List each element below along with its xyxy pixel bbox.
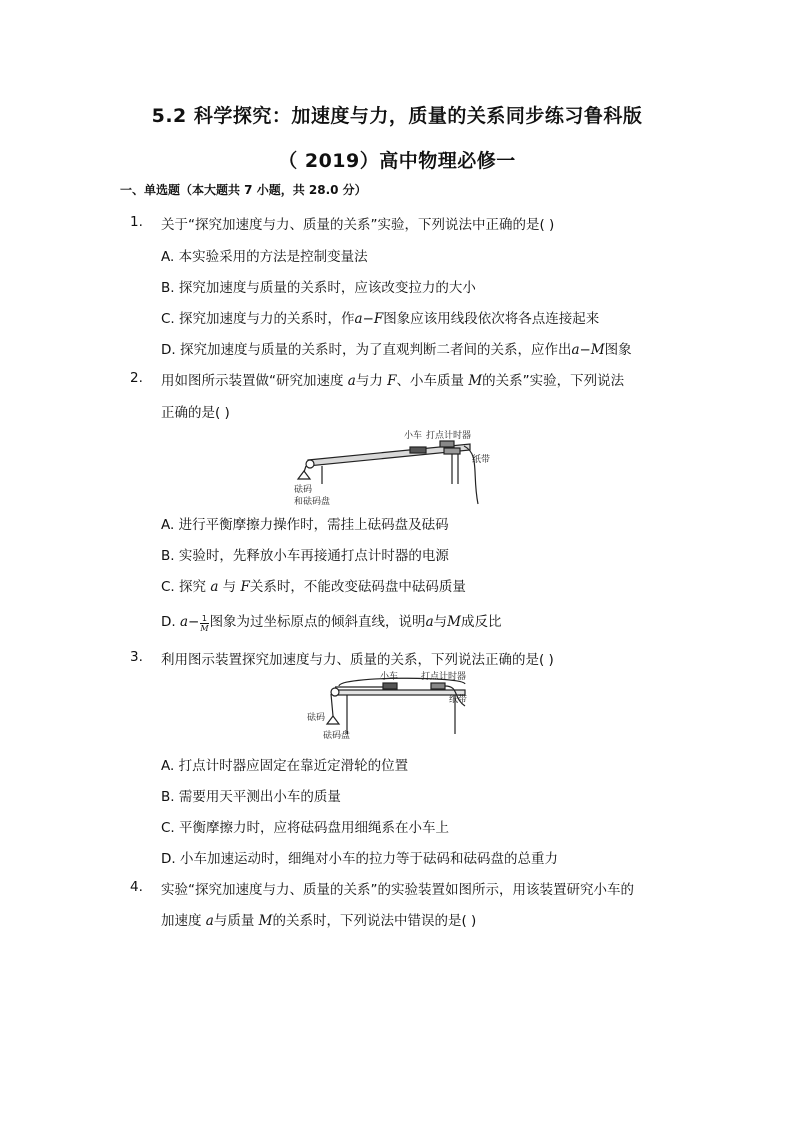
question-2-option-d[interactable] (161, 610, 501, 633)
question-3-option-a[interactable]: A. 打点计时器应固定在靠近定滑轮的位置 (161, 758, 409, 774)
variable-a: a (210, 579, 219, 595)
question-4-stem-line-2 (161, 909, 476, 929)
question-3-apparatus-figure (303, 670, 475, 742)
variable-a: a (347, 373, 356, 389)
stem-part: 加速度 (161, 913, 206, 929)
figure-label-tape: 纸带 (449, 695, 468, 705)
question-2-stem-line-2: 正确的是( ) (161, 405, 230, 421)
variable-a: a (425, 614, 434, 630)
question-4-number: 4. (130, 879, 143, 895)
stem-part: 与质量 (213, 913, 259, 929)
option-text: 与 (433, 614, 448, 630)
variable-f: F (387, 373, 397, 389)
document-title-line-2: （ 2019）高中物理必修一 (278, 150, 516, 172)
question-4-stem-line-1: 实验“探究加速度与力、质量的关系”的实验装置如图所示，用该装置研究小车的 (161, 882, 634, 898)
figure-label-weights: 砝码 (307, 713, 326, 723)
minus-sign: − (188, 614, 200, 630)
question-1-option-d[interactable] (161, 338, 632, 358)
question-2-apparatus-figure (292, 424, 502, 508)
stem-part: 的关系”实验，下列说法 (482, 373, 625, 389)
section-heading: 一、单选题（本大题共 7 小题，共 28.0 分） (120, 183, 367, 197)
fraction-numerator: 1 (201, 614, 207, 623)
figure-label-weight-pan: 和砝码盘 (294, 497, 331, 507)
option-d-variable: a−M (571, 342, 605, 358)
stem-part: 的关系时，下列说法中错误的是( ) (272, 913, 477, 929)
option-text: 图象为过坐标原点的倾斜直线，说明 (209, 614, 426, 630)
stem-part: 用如图所示装置做“研究加速度 (161, 373, 348, 389)
figure-label-weights: 砝码 (294, 485, 313, 495)
document-title-line-1: 5.2 科学探究：加速度与力，质量的关系同步练习鲁科版 (151, 105, 643, 127)
question-1-option-b[interactable]: B. 探究加速度与质量的关系时，应该改变拉力的大小 (161, 280, 476, 296)
variable-m: M (468, 373, 483, 389)
option-d-tail: 图象 (604, 342, 632, 358)
question-2-option-b[interactable]: B. 实验时，先释放小车再接通打点计时器的电源 (161, 548, 449, 564)
question-3-number: 3. (130, 649, 143, 665)
option-text: C. 探究 (161, 579, 211, 595)
option-c-text: C. 探究加速度与力的关系时，作 (161, 311, 355, 327)
fraction-one-over-m (200, 614, 208, 633)
variable-a: a (205, 913, 214, 929)
question-1-number: 1. (130, 214, 143, 230)
figure-label-timer: 打点计时器 (426, 431, 472, 441)
question-1-option-a[interactable]: A. 本实验采用的方法是控制变量法 (161, 249, 368, 265)
question-2-number: 2. (130, 370, 143, 386)
stem-part: 、小车质量 (396, 373, 469, 389)
figure-label-cart: 小车 (380, 672, 399, 682)
figure-label-cart: 小车 (404, 431, 423, 441)
option-c-variable: a−F (354, 311, 384, 327)
stem-part: 与力 (355, 373, 388, 389)
option-text: 与 (218, 579, 241, 595)
option-text: 成反比 (460, 614, 502, 630)
question-1-option-c[interactable] (161, 307, 599, 327)
option-c-tail: 图象应该用线段依次将各点连接起来 (383, 311, 600, 327)
figure-label-weight-pan: 砝码盘 (323, 731, 351, 741)
question-3-option-d[interactable]: D. 小车加速运动时，细绳对小车的拉力等于砝码和砝码盘的总重力 (161, 851, 558, 867)
question-3-option-c[interactable]: C. 平衡摩擦力时，应将砝码盘用细绳系在小车上 (161, 820, 450, 836)
fraction-denominator: M (200, 624, 209, 633)
figure-label-tape: 纸带 (472, 455, 491, 465)
question-2-stem-line-1 (161, 369, 624, 389)
variable-a: a (179, 614, 189, 630)
question-2-option-a[interactable]: A. 进行平衡摩擦力操作时，需挂上砝码盘及砝码 (161, 517, 449, 533)
variable-m: M (447, 614, 461, 630)
question-3-stem: 利用图示装置探究加速度与力、质量的关系，下列说法正确的是( ) (161, 652, 554, 668)
option-text: 关系时，不能改变砝码盘中砝码质量 (249, 579, 466, 595)
question-3-option-b[interactable]: B. 需要用天平测出小车的质量 (161, 789, 341, 805)
question-1-stem: 关于“探究加速度与力、质量的关系”实验，下列说法中正确的是( ) (161, 217, 555, 233)
option-text: D. (161, 614, 180, 630)
variable-m: M (258, 913, 273, 929)
figure-label-timer: 打点计时器 (421, 672, 467, 682)
option-d-text: D. 探究加速度与质量的关系时，为了直观判断二者间的关系，应作出 (161, 342, 572, 358)
question-2-option-c[interactable] (161, 575, 466, 595)
variable-f: F (240, 579, 250, 595)
